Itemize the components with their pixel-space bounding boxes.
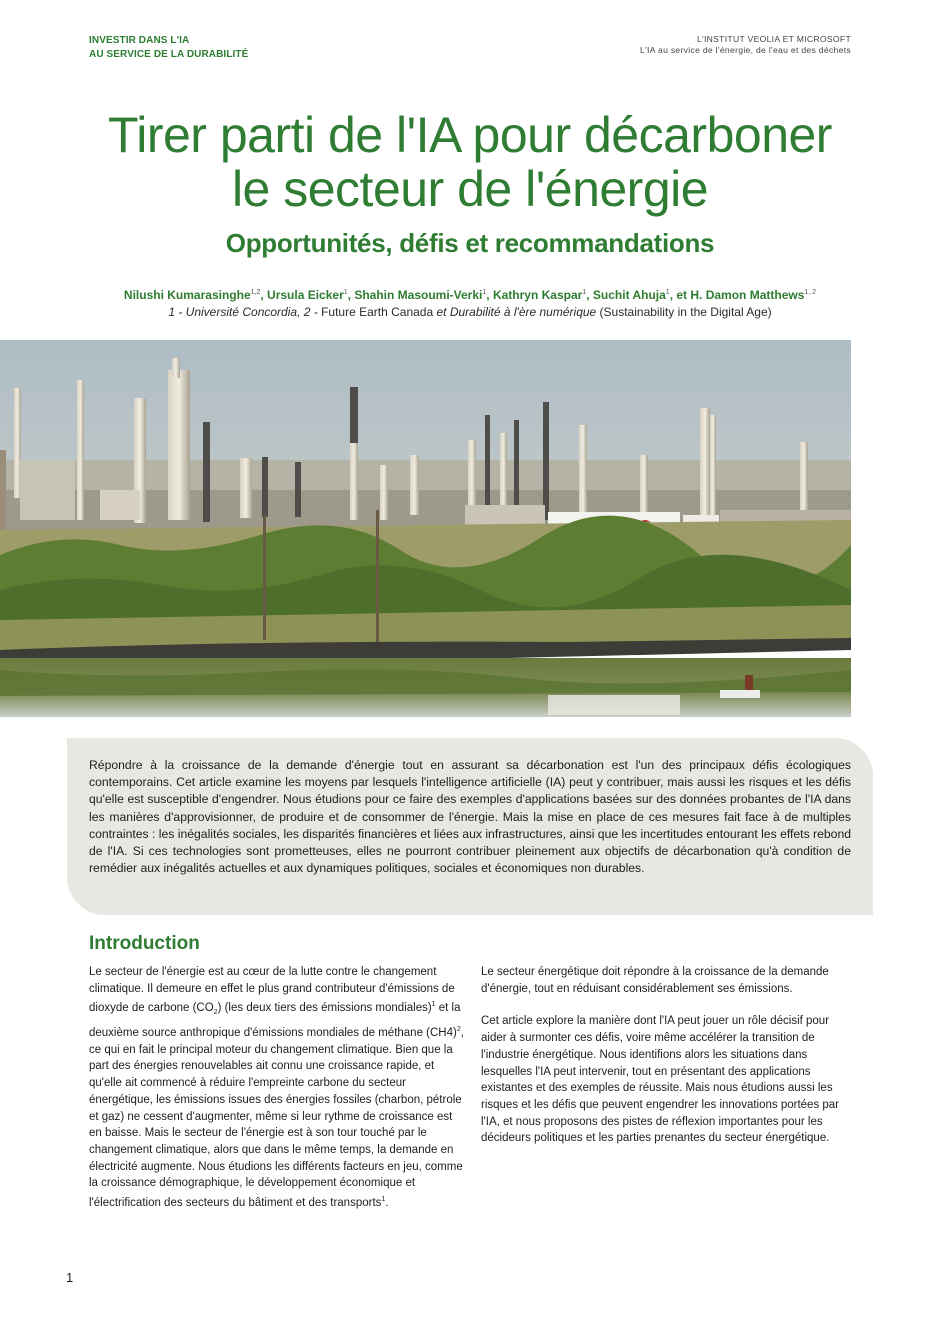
institute-tagline: L'IA au service de l'énergie, de l'eau et des déchets <box>640 45 851 55</box>
intro-paragraph: Cet article explore la manière dont l'IA peut jouer un rôle décisif pour aider à surmonter ces défis, voire même accélérer la transition de l'industrie énergétique. Nous identifions alors les situations dans lesquelles l'IA peut intervenir, tout en présentant des applications existantes et des exemples de réussite. Mais nous étudions aussi les risques et les défis que peuvent engendrer les innovations portées par l'IA, et nous proposons des pistes de réflexion importantes pour les décideurs politiques et les parties prenantes du secteur énergétique. <box>481 1015 840 1145</box>
author-separator: , <box>486 288 493 302</box>
intro-text: ) (les deux tiers des émissions mondiales) <box>217 1002 432 1015</box>
author-affil-sup: 1 <box>343 289 348 296</box>
subscript: 2 <box>213 1009 218 1017</box>
author-affil-sup: 1 <box>482 289 487 296</box>
intro-column-right <box>481 964 856 1163</box>
footnote-ref[interactable]: 1 <box>431 1001 436 1009</box>
author-list <box>0 288 940 302</box>
author-name: Kathryn Kaspar <box>492 288 583 302</box>
author-affil-sup: 1 <box>582 289 587 296</box>
series-title-line2: AU SERVICE DE LA DURABILITÉ <box>89 48 249 60</box>
intro-paragraph <box>89 964 467 1212</box>
affil-1-name: Université Concordia <box>185 305 298 319</box>
author-affil-sup: 1 <box>665 289 670 296</box>
intro-text: , ce qui en fait le principal moteur du changement climatique. Bien que la part des énergies renouvelables ait connu une croissance rapide, et qu'elle ait commencé à réduire l'empreinte carbone du secteur énergétique, les émissions issues des énergies fossiles (charbon, pétrole et gaz) ne cessent d'augmenter, même si leur rythme de croissance est en baisse. Mais le secteur de l'énergie est à son tour touché par le changement climatique, alors que dans le même temps, la demande en électricité augmente. Nous étudions les différents facteurs en jeu, comme la croissance démographique, le développement économique et l'électrification des secteurs du bâtiment et des transports <box>89 1027 464 1209</box>
institute-name: L'INSTITUT VEOLIA ET MICROSOFT <box>696 34 851 44</box>
author-name: Shahin Masoumi-Verki <box>354 288 483 302</box>
author-separator: , <box>586 288 593 302</box>
author-separator: , <box>260 288 268 302</box>
footnote-ref[interactable]: 1 <box>381 1196 386 1204</box>
intro-text: Le secteur de l'énergie est au cœur de la lutte contre le changement climatique. Il demeure en effet le plus grand contributeur d'émissions de dioxyde de carbone (CO <box>89 966 455 1015</box>
page-subtitle: Opportunités, défis et recommandations <box>225 228 715 258</box>
affil-1-number: 1 - <box>168 305 186 319</box>
affiliations <box>0 305 940 319</box>
affil-program-english: (Sustainability in the Digital Age) <box>596 305 772 319</box>
hero-photo-refinery <box>0 340 851 717</box>
intro-column-left <box>89 964 467 1228</box>
abstract-box <box>67 738 873 915</box>
affil-program-name: Durabilité à l'ère numérique <box>449 305 597 319</box>
page-title <box>0 108 940 216</box>
author-name: Ursula Eicker <box>267 288 344 302</box>
intro-text: et la deuxième source anthropique d'émissions mondiales de méthane (CH4) <box>89 1002 461 1040</box>
author-affil-sup: 1, 2 <box>804 289 817 296</box>
title-line1: Tirer parti de l'IA pour décarboner <box>108 107 832 163</box>
author-separator: , <box>347 288 355 302</box>
affil-2-name: Future Earth Canada <box>321 305 434 319</box>
affil-conjunction: et <box>433 305 450 319</box>
author-name: Suchit Ahuja <box>592 288 666 302</box>
author-name: H. Damon Matthews <box>690 288 805 302</box>
page-number: 1 <box>66 1270 74 1285</box>
author-affil-sup: 1,2 <box>250 289 261 296</box>
running-header-right <box>640 34 851 56</box>
running-header-left <box>89 34 248 61</box>
section-heading-introduction: Introduction <box>89 933 200 954</box>
author-separator: , et <box>669 288 691 302</box>
affil-2-number: , 2 - <box>297 305 322 319</box>
author-name: Nilushi Kumarasinghe <box>123 288 251 302</box>
intro-text: . <box>385 1196 389 1209</box>
intro-paragraph: Le secteur énergétique doit répondre à la croissance de la demande d'énergie, tout en réduisant considérablement ses émissions. <box>481 966 829 995</box>
footnote-ref[interactable]: 2 <box>456 1026 461 1034</box>
title-line2: le secteur de l'énergie <box>231 161 709 217</box>
series-title-line1: INVESTIR DANS L'IA <box>89 35 190 46</box>
abstract-text: Répondre à la croissance de la demande d'énergie tout en assurant sa décarbonation est l'un des principaux défis écologiques contemporains. Cet article examine les moyens par lesquels l'intelligence artificielle (IA) peut y contribuer, mais aussi les risques et les défis qu'elle est susceptible d'engendrer. Nous étudions pour ce faire des exemples d'applications basées sur des données probantes de l'IA dans les manières d'approvisionner, de produire et de consommer de l'énergie. Mais la mise en place de ces mesures fait face à de multiples contraintes : les inégalités sociales, les disparités financières et liées aux infrastructures, ainsi que les incertitudes entourant les effets rebond de l'IA. Si ces technologies sont prometteuses, elles ne pourront contribuer pleinement aux objectifs de décarbonation qu'à condition de remédier aux inégalités actuelles et aux dynamiques politiques, sociales et économiques non durables. <box>89 758 851 876</box>
